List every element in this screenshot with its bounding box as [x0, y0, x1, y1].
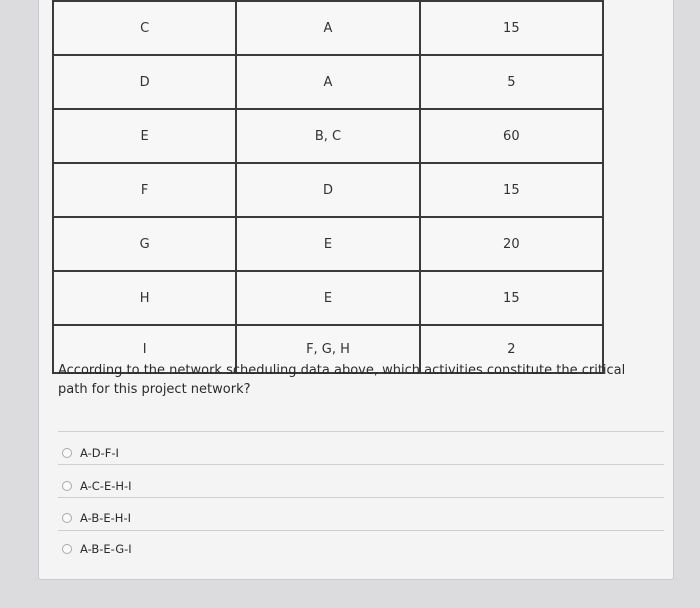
divider [58, 497, 664, 498]
activity-cell: I [53, 325, 236, 373]
table-row [53, 109, 603, 163]
activity-cell: G [53, 217, 236, 271]
activity-cell: C [53, 1, 236, 55]
radio-button[interactable] [62, 481, 72, 491]
activity-cell: H [53, 271, 236, 325]
predecessor-cell: E [236, 271, 419, 325]
divider [58, 431, 664, 432]
duration-cell: 5 [420, 55, 603, 109]
answer-option-label: A-D-F-I [80, 446, 119, 460]
activity-cell: D [53, 55, 236, 109]
table-row [53, 271, 603, 325]
answer-option-3[interactable] [62, 508, 131, 528]
predecessor-cell: F, G, H [236, 325, 419, 373]
duration-cell: 15 [420, 1, 603, 55]
schedule-table-container [52, 0, 604, 357]
duration-cell: 15 [420, 163, 603, 217]
predecessor-cell: E [236, 217, 419, 271]
answer-option-2[interactable] [62, 476, 132, 496]
activity-cell: F [53, 163, 236, 217]
duration-cell: 2 [420, 325, 603, 373]
table-row [53, 217, 603, 271]
schedule-table [52, 0, 604, 374]
table-row [53, 163, 603, 217]
answer-option-1[interactable] [62, 443, 119, 463]
predecessor-cell: A [236, 1, 419, 55]
radio-button[interactable] [62, 544, 72, 554]
table-row [53, 55, 603, 109]
radio-button[interactable] [62, 513, 72, 523]
activity-cell: E [53, 109, 236, 163]
question-text: According to the network scheduling data above, which activities constitute the critical path for this project network? [58, 363, 626, 397]
answer-option-4[interactable] [62, 539, 132, 559]
predecessor-cell: A [236, 55, 419, 109]
divider [58, 530, 664, 531]
answer-option-label: A-B-E-H-I [80, 511, 131, 525]
predecessor-cell: B, C [236, 109, 419, 163]
radio-button[interactable] [62, 448, 72, 458]
duration-cell: 60 [420, 109, 603, 163]
divider [58, 464, 664, 465]
answer-option-label: A-C-E-H-I [80, 479, 132, 493]
answer-option-label: A-B-E-G-I [80, 542, 132, 556]
predecessor-cell: D [236, 163, 419, 217]
duration-cell: 20 [420, 217, 603, 271]
duration-cell: 15 [420, 271, 603, 325]
table-row [53, 1, 603, 55]
